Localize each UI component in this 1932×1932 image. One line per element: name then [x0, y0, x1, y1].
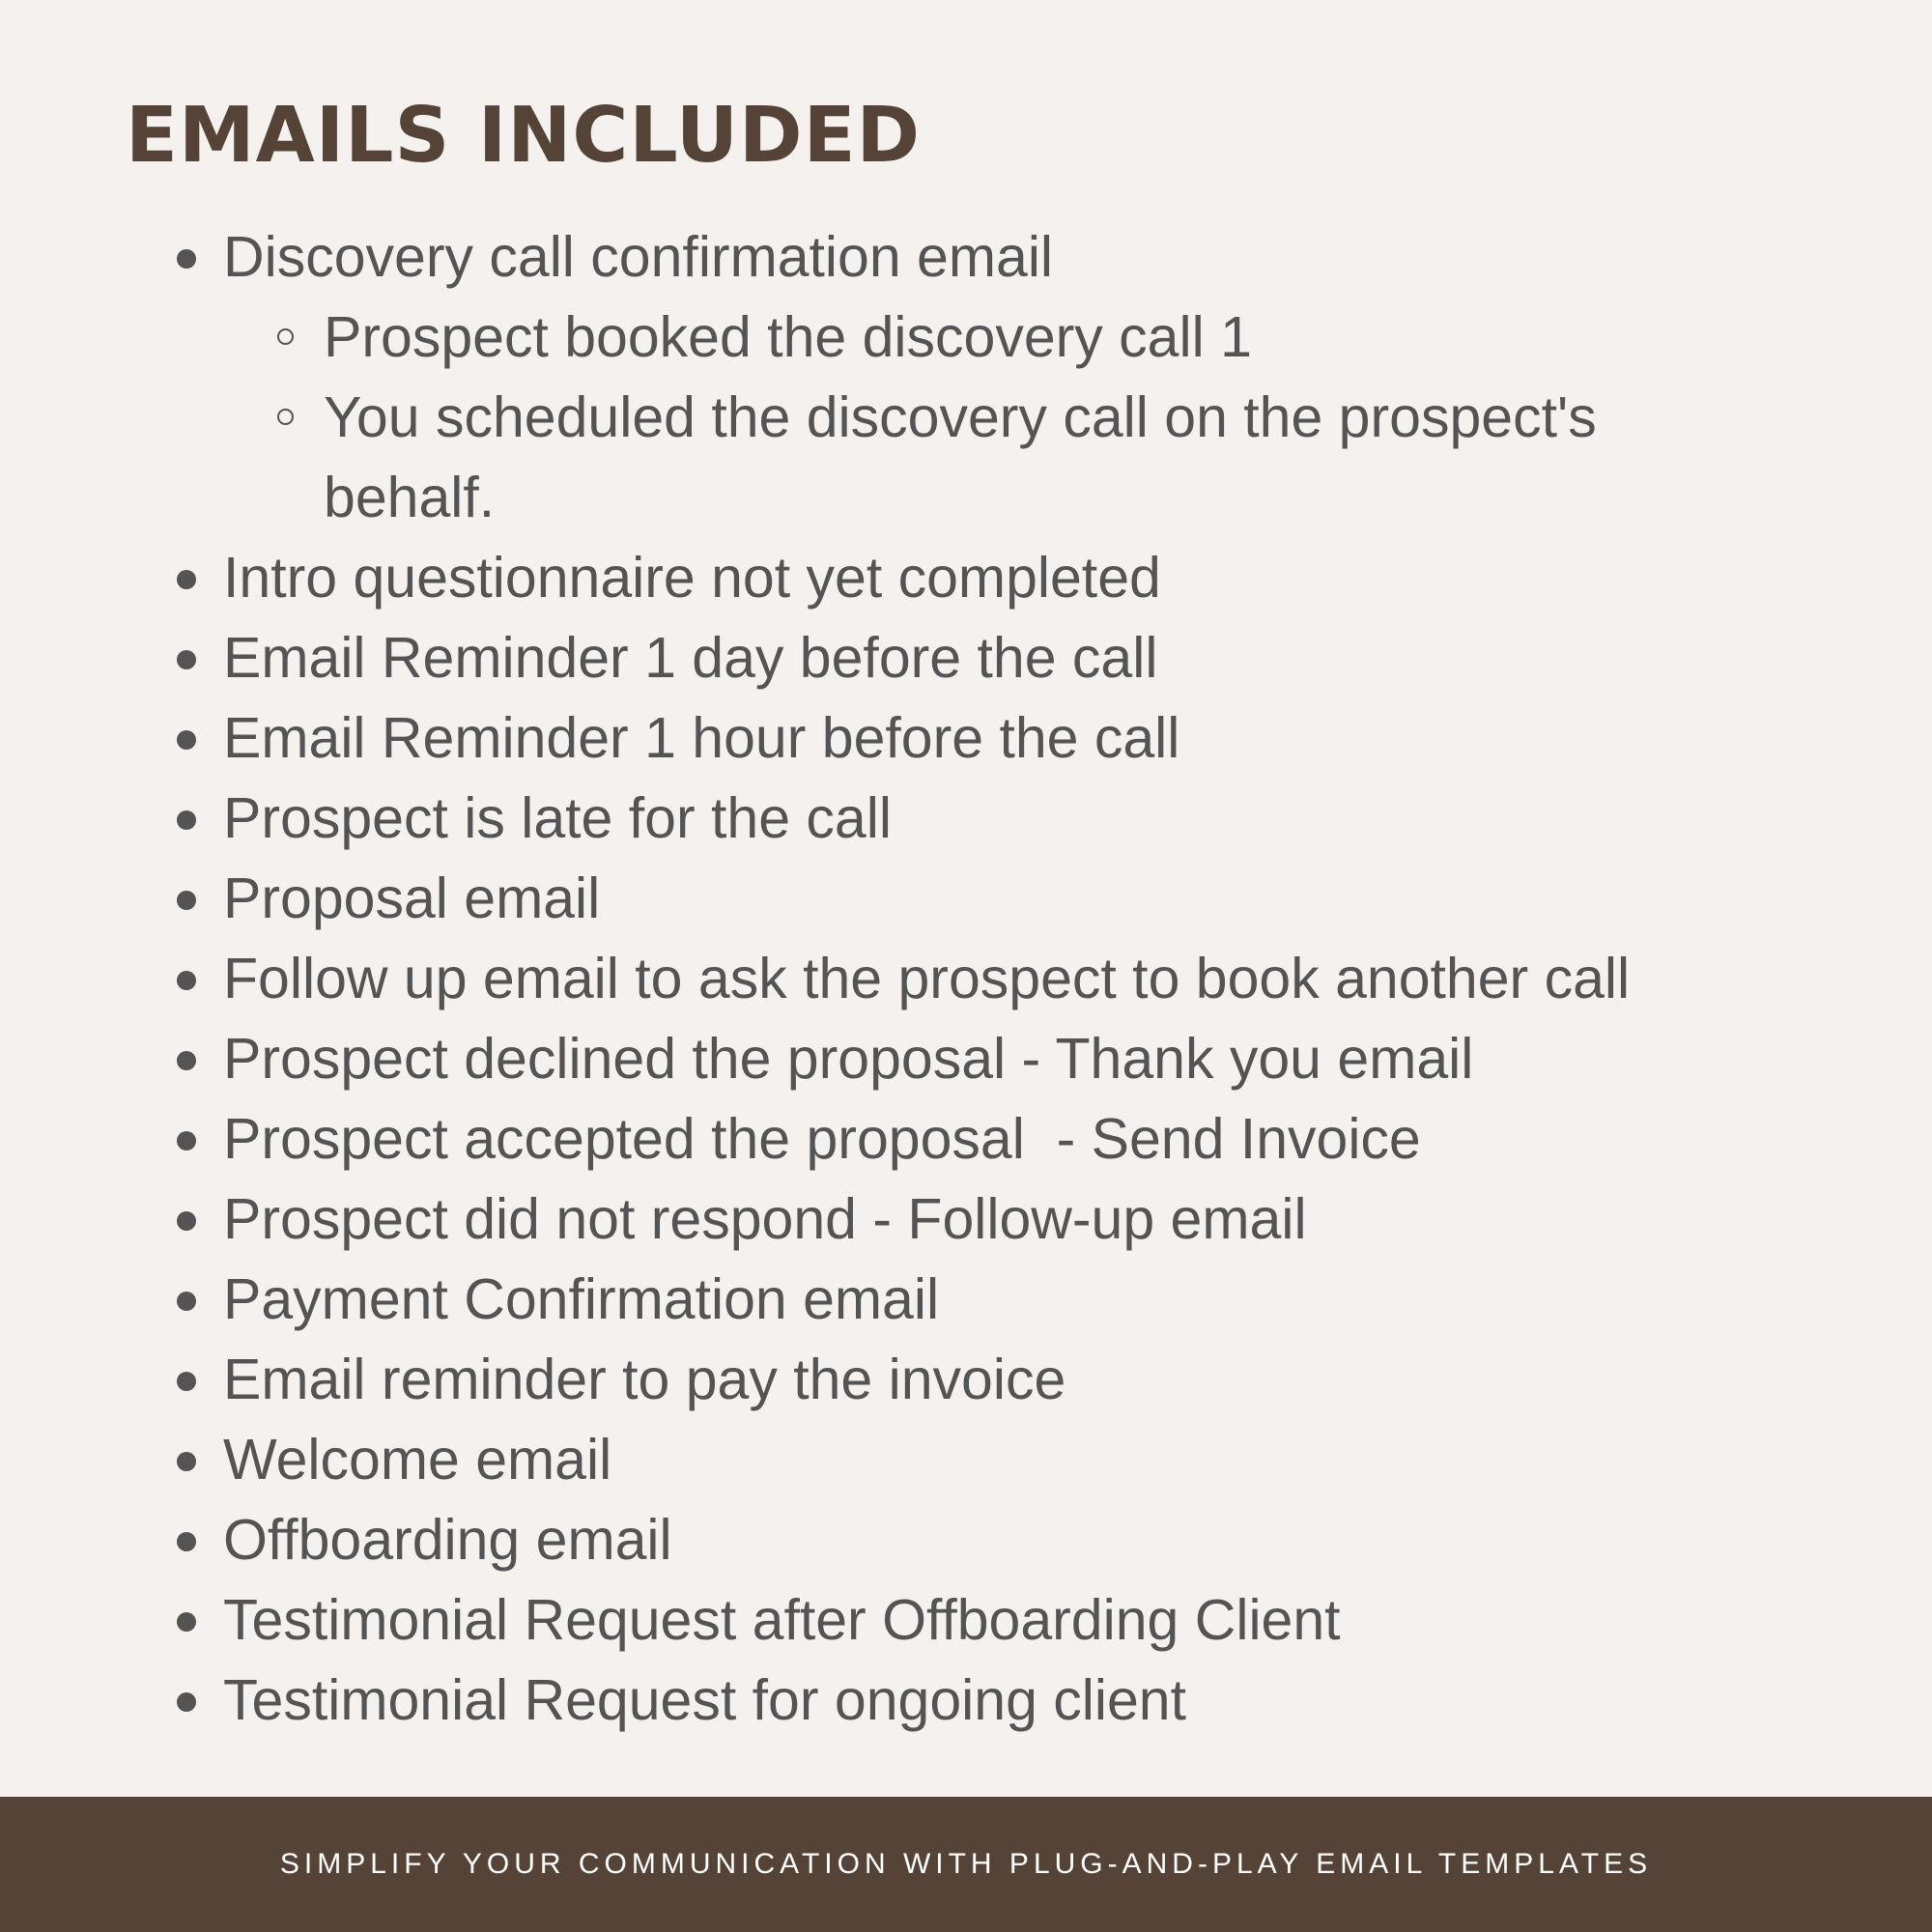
list-item	[0, 1661, 1932, 1741]
list-item-label: Email Reminder 1 hour before the call	[223, 706, 1180, 770]
list-item-label: Prospect did not respond - Follow-up email	[223, 1187, 1307, 1251]
list-item	[0, 618, 1932, 698]
list-item	[0, 1260, 1932, 1340]
list-item-label: Welcome email	[223, 1428, 612, 1492]
list-item	[0, 1179, 1932, 1260]
page-title: EMAILS INCLUDED	[126, 91, 922, 180]
list-item-label: Email Reminder 1 day before the call	[223, 626, 1158, 690]
list-item	[0, 538, 1932, 618]
list-item-label: Email reminder to pay the invoice	[223, 1348, 1066, 1411]
list-item-label: Testimonial Request for ongoing client	[223, 1668, 1187, 1732]
list-item-label: Payment Confirmation email	[223, 1267, 940, 1331]
list-item-label: Prospect is late for the call	[223, 786, 892, 850]
list-item-label: Testimonial Request after Offboarding Client	[223, 1588, 1341, 1652]
list-item-label: Prospect declined the proposal - Thank you email	[223, 1027, 1474, 1091]
list-item	[0, 1340, 1932, 1420]
sub-list-item-label: Prospect booked the discovery call 1	[324, 305, 1252, 369]
footer-tagline: SIMPLIFY YOUR COMMUNICATION WITH PLUG-AND-PLAY EMAIL TEMPLATES	[279, 1848, 1653, 1880]
list-item	[0, 1580, 1932, 1661]
list-item-label: Offboarding email	[223, 1508, 672, 1572]
list-item	[0, 1500, 1932, 1580]
list-item	[0, 698, 1932, 779]
list-item	[0, 1019, 1932, 1099]
sub-list-item-label-line2: behalf.	[324, 466, 496, 529]
list-item	[0, 1420, 1932, 1500]
list-item-label: Proposal email	[223, 867, 601, 930]
list-item	[0, 859, 1932, 939]
list-item	[0, 1099, 1932, 1179]
sub-list-item	[0, 378, 1932, 538]
sub-list	[223, 298, 1932, 538]
list-item-label: Discovery call confirmation email	[223, 225, 1054, 289]
footer-banner	[0, 1797, 1932, 1932]
sub-list-item-label-line1: You scheduled the discovery call on the prospect's	[324, 385, 1597, 449]
emails-list	[0, 217, 1932, 1741]
sub-list-item	[0, 298, 1932, 378]
list-item-label: Prospect accepted the proposal - Send Invoice	[223, 1107, 1421, 1171]
list-item-label: Follow up email to ask the prospect to book another call	[223, 947, 1631, 1010]
list-item-label: Intro questionnaire not yet completed	[223, 546, 1161, 610]
list-item	[0, 939, 1932, 1019]
list-item	[0, 217, 1932, 538]
list-item	[0, 779, 1932, 859]
